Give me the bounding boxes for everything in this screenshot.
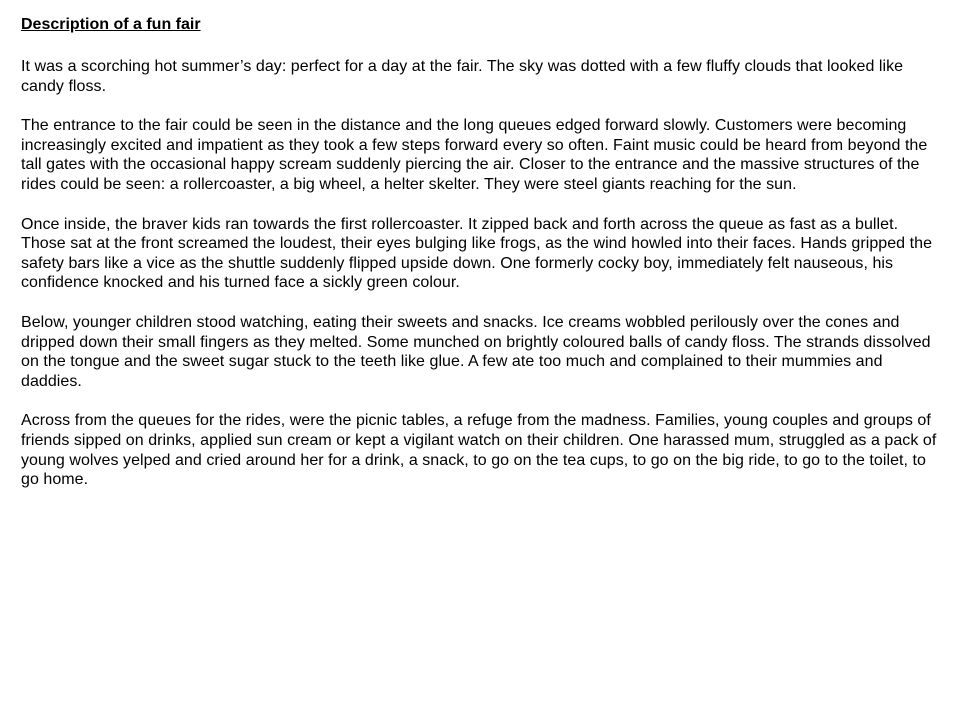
paragraph-entrance: The entrance to the fair could be seen in the distance and the long queues edged forward slowly. Customers were becoming increasingly excited and impatient as they took a few steps forward every so often. Faint music could be heard from beyond the tall gates with the occasional happy scream suddenly piercing the air. Closer to the entrance and the massive structures of the rides could be seen: a rollercoaster, a big wheel, a helter skelter. They were steel giants reaching for the sun. xyxy=(21,117,928,193)
paragraph-picnic-tables: Across from the queues for the rides, were the picnic tables, a refuge from the madness. Families, young couples and groups of friends sipped on drinks, applied sun cream or kept a vigilant watch on their children. One harassed mum, struggled as a pack of young wolves yelped and cried around her for a drink, a snack, to go on the tea cups, to go on the big ride, to go to the toilet, to go home. xyxy=(21,412,937,489)
document-title: Description of a fun fair xyxy=(21,16,201,33)
paragraph-rollercoaster: Once inside, the braver kids ran towards the first rollercoaster. It zipped back and forth across the queue as fast as a bullet. Those sat at the front screamed the loudest, their eyes bulging like frogs, as the wind howled into their faces. Hands gripped the safety bars like a vice as the shuttle suddenly flipped upside down. One formerly cocky boy, immediately felt nauseous, his confidence knocked and his turned face a sickly green colour. xyxy=(21,215,933,292)
paragraph-summer-day: It was a scorching hot summer’s day: perfect for a day at the fair. The sky was dotted with a few fluffy clouds that looked like candy floss. xyxy=(21,58,904,95)
document-body xyxy=(21,14,941,510)
paragraph-younger-children: Below, younger children stood watching, eating their sweets and snacks. Ice creams wobbled perilously over the cones and dripped down their small fingers as they melted. Some munched on brightly coloured balls of candy floss. The strands dissolved on the tongue and the sweet sugar stuck to the teeth like glue. A few ate too much and complained to their mummies and daddies. xyxy=(21,313,931,390)
